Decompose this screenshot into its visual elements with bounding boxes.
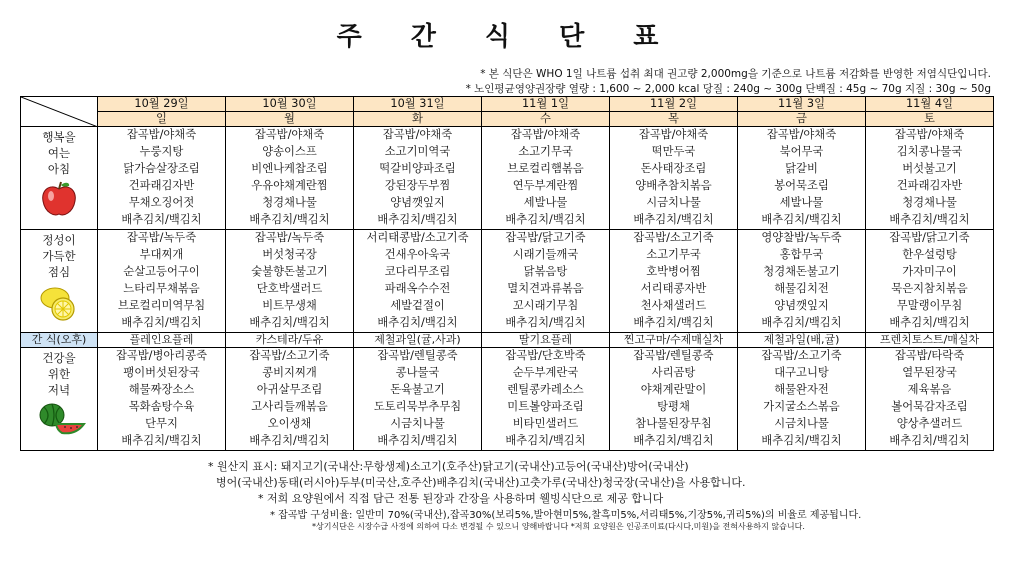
menu-item: 버섯불고기 xyxy=(902,161,957,175)
menu-item: 아귀살무조림 xyxy=(256,382,323,396)
menu-item: 브로컬리미역무침 xyxy=(117,298,206,312)
menu-item: 배추김치/백김치 xyxy=(249,315,330,329)
snack-cell: 딸기요플레 xyxy=(482,333,610,348)
snack-cell: 플레인요플레 xyxy=(98,333,226,348)
menu-item: 숯불향돈불고기 xyxy=(251,264,328,278)
day-header: 월 xyxy=(226,112,354,127)
date-header: 10월 29일 xyxy=(98,97,226,112)
menu-item: 잡곡밥/녹두죽 xyxy=(254,231,325,244)
menu-item: 잡곡밥/소고기죽 xyxy=(249,349,330,362)
snack-cell: 제철과일(배,귤) xyxy=(738,333,866,348)
menu-item: 서리태콩자반 xyxy=(640,281,707,295)
menu-item: 돈육불고기 xyxy=(390,382,445,396)
weekly-menu-table xyxy=(20,96,994,451)
menu-item: 제육볶음 xyxy=(907,382,952,396)
menu-cell xyxy=(482,127,610,230)
menu-item: 누룽지탕 xyxy=(139,144,184,158)
menu-item: 렌틸콩카레소스 xyxy=(507,382,584,396)
menu-cell xyxy=(354,230,482,333)
breakfast-row xyxy=(21,127,994,230)
menu-cell xyxy=(98,127,226,230)
label-line: 저녁 xyxy=(47,383,71,397)
menu-item: 닭가슴살장조림 xyxy=(123,161,200,175)
menu-item: 배추김치/백김치 xyxy=(377,212,458,226)
menu-item: 잡곡밥/타락죽 xyxy=(894,349,965,362)
label-line: 위한 xyxy=(47,367,71,381)
snack-cell: 찐고구마/수제매실차 xyxy=(610,333,738,348)
soy-sauce-note: * 저희 요양원에서 직접 담근 전통 된장과 간장을 사용하며 웰빙식단으로 제공 합니다 xyxy=(258,492,664,505)
menu-item: 시금치나물 xyxy=(390,416,445,430)
date-header: 10월 31일 xyxy=(354,97,482,112)
menu-item: 시금치나물 xyxy=(646,195,701,209)
menu-item: 참나물된장무침 xyxy=(635,416,712,430)
snack-label: 간 식(오후) xyxy=(21,333,98,348)
menu-item: 잡곡밥/렌틸콩죽 xyxy=(377,349,458,362)
day-header: 목 xyxy=(610,112,738,127)
menu-item: 배추김치/백김치 xyxy=(889,212,970,226)
menu-cell xyxy=(98,230,226,333)
date-header: 10월 30일 xyxy=(226,97,354,112)
menu-item: 가자미구이 xyxy=(902,264,957,278)
menu-item: 배추김치/백김치 xyxy=(633,212,714,226)
label-line: 여는 xyxy=(47,146,71,160)
date-header: 11월 2일 xyxy=(610,97,738,112)
menu-item: 도토리묵부추무침 xyxy=(373,399,462,413)
menu-cell xyxy=(482,348,610,451)
menu-cell xyxy=(866,348,994,451)
apple-icon xyxy=(39,179,79,219)
menu-item: 김치콩나물국 xyxy=(896,144,963,158)
day-row xyxy=(21,112,994,127)
menu-item: 단무지 xyxy=(145,416,178,430)
menu-item: 강된장두부찜 xyxy=(384,178,451,192)
lemon-icon xyxy=(37,282,81,322)
menu-item: 잡곡밥/소고기죽 xyxy=(633,231,714,244)
menu-item: 영양찰밥/녹두죽 xyxy=(761,231,842,244)
menu-item: 닭갈비 xyxy=(785,161,818,175)
date-header: 11월 3일 xyxy=(738,97,866,112)
snack-cell: 제철과일(귤,사과) xyxy=(354,333,482,348)
date-header: 11월 1일 xyxy=(482,97,610,112)
menu-item: 열무된장국 xyxy=(902,365,957,379)
menu-item: 양배추참치볶음 xyxy=(635,178,712,192)
menu-item: 양념깻잎지 xyxy=(390,195,445,209)
menu-item: 단호박샐러드 xyxy=(256,281,323,295)
menu-item: 잡곡밥/녹두죽 xyxy=(126,231,197,244)
menu-item: 느타리무채볶음 xyxy=(123,281,200,295)
menu-item: 배추김치/백김치 xyxy=(761,433,842,447)
menu-item: 비트무생채 xyxy=(262,298,317,312)
menu-item: 꼬시래기무침 xyxy=(512,298,579,312)
menu-item: 야채계란말이 xyxy=(640,382,707,396)
menu-item: 호박병어찜 xyxy=(646,264,701,278)
menu-item: 무말랭이무침 xyxy=(896,298,963,312)
menu-item: 잡곡밥/야채죽 xyxy=(126,128,197,141)
menu-item: 건파래김자반 xyxy=(896,178,963,192)
menu-item: 우유야채계란찜 xyxy=(251,178,328,192)
menu-item: 해물김치전 xyxy=(774,281,829,295)
menu-item: 닭볶음탕 xyxy=(523,264,568,278)
menu-cell xyxy=(226,230,354,333)
menu-item: 가지굴소스볶음 xyxy=(763,399,840,413)
menu-item: 해물완자전 xyxy=(774,382,829,396)
snack-cell: 프렌치토스트/매실차 xyxy=(866,333,994,348)
menu-item: 소고기무국 xyxy=(518,144,573,158)
menu-item: 고사리들깨볶음 xyxy=(251,399,328,413)
menu-item: 대구고니탕 xyxy=(774,365,829,379)
day-header: 토 xyxy=(866,112,994,127)
menu-item: 묵은지참치볶음 xyxy=(891,281,968,295)
menu-item: 콩비지찌개 xyxy=(262,365,317,379)
menu-cell xyxy=(354,127,482,230)
watermelon-icon xyxy=(32,400,86,436)
menu-item: 잡곡밥/병아리콩죽 xyxy=(115,349,208,362)
menu-item: 세발겉절이 xyxy=(390,298,445,312)
menu-item: 코다리무조림 xyxy=(384,264,451,278)
label-line: 정성이 xyxy=(42,233,76,247)
menu-cell xyxy=(226,348,354,451)
menu-item: 배추김치/백김치 xyxy=(121,433,202,447)
menu-item: 배추김치/백김치 xyxy=(889,315,970,329)
menu-item: 사리곰탕 xyxy=(651,365,696,379)
menu-item: 배추김치/백김치 xyxy=(761,315,842,329)
label-line: 행복을 xyxy=(42,130,76,144)
menu-item: 배추김치/백김치 xyxy=(889,433,970,447)
menu-item: 배추김치/백김치 xyxy=(633,315,714,329)
menu-item: 탕평채 xyxy=(657,399,690,413)
menu-cell xyxy=(98,348,226,451)
breakfast-label xyxy=(21,127,98,230)
menu-item: 잡곡밥/닭고기죽 xyxy=(889,231,970,244)
menu-cell xyxy=(738,127,866,230)
menu-item: 홍합무국 xyxy=(779,247,824,261)
menu-item: 청경채나물 xyxy=(902,195,957,209)
menu-item: 소고기무국 xyxy=(646,247,701,261)
disclaimer-note: *상기식단은 시장수급 사정에 의하여 다소 변경될 수 있으니 양해바랍니다 *저희 요양원은 인공조미료(다시다,미원)을 전혀사용하지 않습니다. xyxy=(312,522,805,531)
menu-item: 배추김치/백김치 xyxy=(249,212,330,226)
menu-item: 청경채나물 xyxy=(262,195,317,209)
menu-item: 잡곡밥/야채죽 xyxy=(894,128,965,141)
menu-item: 배추김치/백김치 xyxy=(377,315,458,329)
dinner-row xyxy=(21,348,994,451)
menu-item: 세발나물 xyxy=(523,195,568,209)
menu-item: 파래옥수수전 xyxy=(384,281,451,295)
menu-item: 북어무국 xyxy=(779,144,824,158)
snack-row xyxy=(21,333,994,348)
menu-cell xyxy=(610,127,738,230)
diagonal-line xyxy=(21,97,98,127)
menu-item: 떡만두국 xyxy=(651,144,696,158)
menu-cell xyxy=(226,127,354,230)
menu-item: 잡곡밥/야채죽 xyxy=(254,128,325,141)
menu-item: 돈사태장조림 xyxy=(640,161,707,175)
snack-cell: 카스테라/두유 xyxy=(226,333,354,348)
label-line: 점심 xyxy=(47,265,71,279)
menu-item: 해물짜장소스 xyxy=(128,382,195,396)
menu-item: 한우설렁탕 xyxy=(902,247,957,261)
menu-item: 배추김치/백김치 xyxy=(505,433,586,447)
menu-item: 오이생채 xyxy=(267,416,312,430)
menu-item: 브로컬리햄볶음 xyxy=(507,161,584,175)
menu-cell xyxy=(610,230,738,333)
menu-cell xyxy=(354,348,482,451)
grain-ratio-note: * 잡곡밥 구성비율: 일반미 70%(국내산),잡곡30%(보리5%,발아현미5%,찰흑미5%,서리태5%,기장5%,귀리5%)의 비율로 제공됩니다. xyxy=(270,510,862,521)
menu-item: 잡곡밥/소고기죽 xyxy=(761,349,842,362)
menu-item: 배추김치/백김치 xyxy=(249,433,330,447)
menu-item: 순두부계란국 xyxy=(512,365,579,379)
menu-item: 배추김치/백김치 xyxy=(505,212,586,226)
menu-item: 잡곡밥/닭고기죽 xyxy=(505,231,586,244)
menu-cell xyxy=(866,230,994,333)
menu-cell xyxy=(738,230,866,333)
day-header: 화 xyxy=(354,112,482,127)
menu-item: 미트볼양파조림 xyxy=(507,399,584,413)
menu-item: 소고기미역국 xyxy=(384,144,451,158)
menu-item: 목화솜탕수육 xyxy=(128,399,195,413)
page-title: 주 간 식 단 표 xyxy=(336,22,679,52)
origin-note: * 원산지 표시: 돼지고기(국내산:무항생제)소고기(호주산)닭고기(국내산)고등어(국내산)방어(국내산) xyxy=(208,460,689,473)
menu-item: 콩나물국 xyxy=(395,365,440,379)
menu-item: 잡곡밥/야채죽 xyxy=(510,128,581,141)
menu-item: 버섯청국장 xyxy=(262,247,317,261)
menu-item: 배추김치/백김치 xyxy=(377,433,458,447)
menu-item: 배추김치/백김치 xyxy=(121,315,202,329)
menu-item: 양상추샐러드 xyxy=(896,416,963,430)
menu-item: 양송이스프 xyxy=(262,144,317,158)
nutrition-note: * 노인평균영양권장량 열량 : 1,600 ~ 2,000 kcal 당질 : 240g ~ 300g 단백질 : 45g ~ 70g 지질 : 30g ~ 50g xyxy=(465,83,991,95)
menu-item: 볼어묵감자조림 xyxy=(891,399,968,413)
menu-item: 배추김치/백김치 xyxy=(505,315,586,329)
menu-item: 건새우아욱국 xyxy=(384,247,451,261)
menu-item: 청경채돈불고기 xyxy=(763,264,840,278)
menu-item: 잡곡밥/렌틸콩죽 xyxy=(633,349,714,362)
menu-item: 시래기들깨국 xyxy=(512,247,579,261)
menu-item: 연두부계란찜 xyxy=(512,178,579,192)
menu-item: 천사채샐러드 xyxy=(640,298,707,312)
menu-item: 팽이버섯된장국 xyxy=(123,365,200,379)
menu-item: 무채오징어젓 xyxy=(128,195,195,209)
menu-cell xyxy=(482,230,610,333)
menu-item: 시금치나물 xyxy=(774,416,829,430)
menu-item: 잡곡밥/야채죽 xyxy=(382,128,453,141)
menu-item: 건파래김자반 xyxy=(128,178,195,192)
menu-item: 서리태콩밥/소고기죽 xyxy=(366,231,469,244)
label-line: 가득한 xyxy=(42,249,76,263)
dinner-label xyxy=(21,348,98,451)
label-line: 건강을 xyxy=(42,351,76,365)
date-row xyxy=(21,97,994,112)
date-header: 11월 4일 xyxy=(866,97,994,112)
menu-item: 배추김치/백김치 xyxy=(633,433,714,447)
menu-item: 순살고등어구이 xyxy=(123,264,200,278)
menu-item: 봉어묵조림 xyxy=(774,178,829,192)
sodium-note: * 본 식단은 WHO 1일 나트륨 섭취 최대 권고량 2,000mg을 기준으로 나트륨 저감화를 반영한 저염식단입니다. xyxy=(480,68,991,80)
menu-item: 세발나물 xyxy=(779,195,824,209)
day-header: 수 xyxy=(482,112,610,127)
menu-cell xyxy=(610,348,738,451)
lunch-label xyxy=(21,230,98,333)
menu-item: 떡갈비양파조림 xyxy=(379,161,456,175)
menu-cell xyxy=(738,348,866,451)
menu-item: 비타민샐러드 xyxy=(512,416,579,430)
menu-item: 잡곡밥/단호박죽 xyxy=(505,349,586,362)
corner-cell xyxy=(21,97,98,127)
day-header: 금 xyxy=(738,112,866,127)
menu-item: 잡곡밥/야채죽 xyxy=(766,128,837,141)
menu-item: 양념깻잎지 xyxy=(774,298,829,312)
menu-item: 배추김치/백김치 xyxy=(761,212,842,226)
lunch-row xyxy=(21,230,994,333)
origin-note-cont: 병어(국내산)동태(러시아)두부(미국산,호주산)배추김치(국내산)고춧가루(국내산)청국장(국내산)을 사용합니다. xyxy=(216,476,746,489)
menu-item: 멸치견과류볶음 xyxy=(507,281,584,295)
label-line: 아침 xyxy=(47,162,71,176)
day-header: 일 xyxy=(98,112,226,127)
menu-item: 배추김치/백김치 xyxy=(121,212,202,226)
menu-cell xyxy=(866,127,994,230)
menu-item: 비엔나케찹조림 xyxy=(251,161,328,175)
menu-item: 부대찌개 xyxy=(139,247,184,261)
menu-item: 잡곡밥/야채죽 xyxy=(638,128,709,141)
